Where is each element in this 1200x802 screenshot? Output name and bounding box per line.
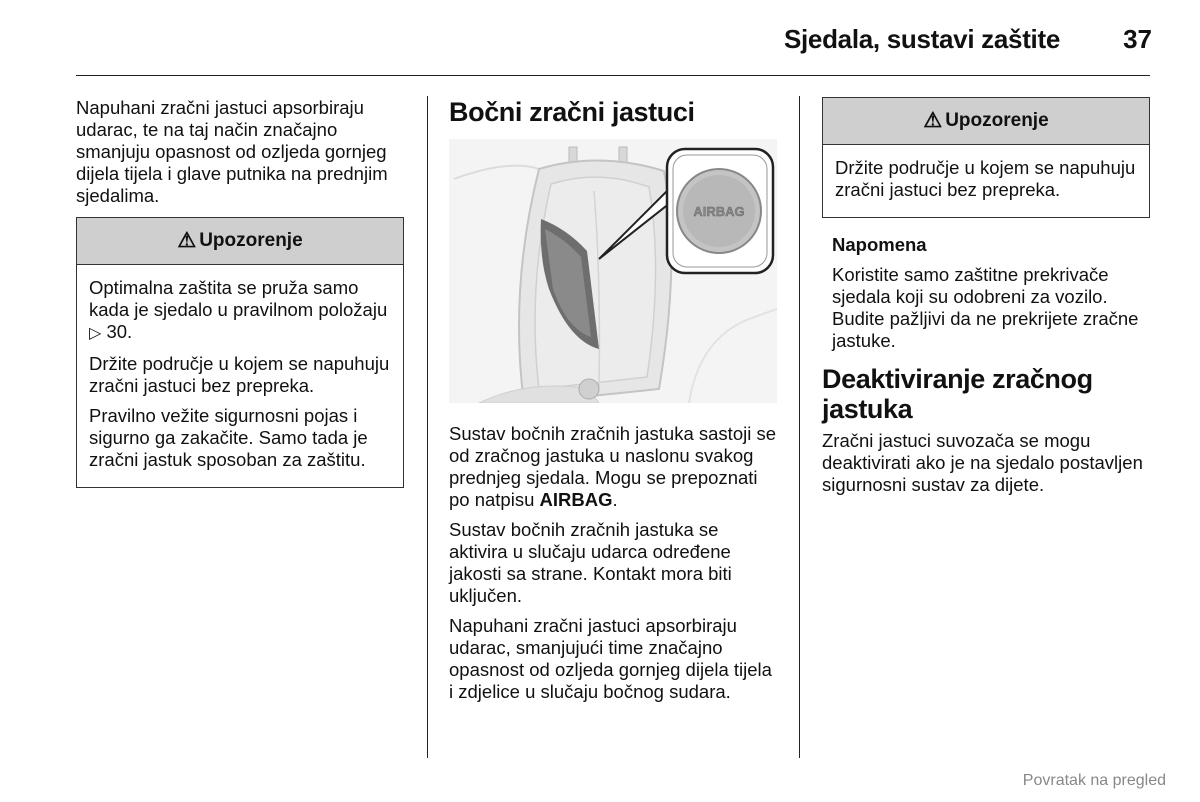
warning-body [823, 145, 1149, 217]
page-number: 37 [1123, 24, 1152, 54]
page-reference[interactable]: 30. [106, 321, 133, 342]
note-block [822, 234, 1150, 352]
section-heading: Deaktiviranje zračnog jastuka [822, 364, 1093, 424]
warning-header [823, 98, 1149, 145]
warning-triangle-icon: ⚠ [923, 109, 943, 132]
warning-paragraph: Držite područje u kojem se napuhuju zračni jastuci bez prepreka. [835, 157, 1136, 200]
page-reference-arrow-icon: ▷ [89, 325, 102, 342]
body-paragraph: Napuhani zračni jastuci apsorbiraju udarac, smanjujući time značajno opasnost od ozljeda gornjeg dijela tijela i zdjelice u slučaju bočnog sudara. [449, 615, 772, 702]
warning-header [77, 218, 403, 265]
body-paragraph: Zračni jastuci suvozača se mogu deaktivirati ako je na sjedalo postavljen sigurnosni sustav za dijete. [822, 430, 1143, 495]
column-2 [449, 97, 779, 711]
warning-body [77, 265, 403, 487]
column-3 [822, 97, 1150, 504]
airbag-label: AIRBAG [693, 204, 745, 219]
back-to-overview-link[interactable]: Povratak na pregled [1022, 772, 1166, 789]
warning-text: Optimalna zaštita se pruža samo kada je sjedalo u pravilnom položaju [89, 277, 388, 320]
warning-paragraph [89, 277, 391, 345]
warning-box [76, 217, 404, 488]
warning-title: Upozorenje [945, 110, 1049, 131]
header-rule [76, 75, 1150, 76]
body-paragraph: Sustav bočnih zračnih jastuka sastoji se od zračnog jastuka u naslonu svakog prednjeg sjedala. Mogu se prepoznati po natpisu AIRBAG. [449, 423, 777, 510]
warning-paragraph: Pravilno vežite sigurnosni pojas i sigurno ga zakačite. Samo tada je zračni jastuk sposoban za zaštitu. [89, 405, 368, 470]
note-text: Koristite samo zaštitne prekrivače sjedala koji su odobreni za vozilo. Budite pažljivi da ne prekrijete zračne jastuke. [832, 264, 1139, 351]
column-1 [76, 97, 406, 488]
warning-paragraph: Držite područje u kojem se napuhuju zračni jastuci bez prepreka. [89, 353, 390, 396]
side-airbag-seat-illustration [449, 139, 777, 403]
body-text: Sustav bočnih zračnih jastuka sastoji se od zračnog jastuka u naslonu svakog prednjeg sjedala. Mogu se prepoznati po natpisu [449, 423, 777, 510]
warning-triangle-icon: ⚠ [177, 229, 197, 252]
section-heading: Bočni zračni jastuci [449, 97, 695, 127]
note-title: Napomena [832, 234, 927, 255]
column-divider-right [799, 96, 800, 758]
header-title: Sjedala, sustavi zaštite [783, 24, 1060, 54]
body-paragraph: Sustav bočnih zračnih jastuka se aktivira u slučaju udarca određene jakosti sa strane. Kontakt mora biti uključen. [449, 519, 732, 606]
airbag-inline-label: AIRBAG [539, 489, 613, 510]
intro-paragraph: Napuhani zračni jastuci apsorbiraju udarac, te na taj način značajno smanjuju opasnost od ozljeda gornjeg dijela tijela i glave putnika na prednjim sjedalima. [76, 97, 388, 206]
warning-title: Upozorenje [199, 230, 303, 251]
warning-box [822, 97, 1150, 218]
column-divider-left [427, 96, 428, 758]
